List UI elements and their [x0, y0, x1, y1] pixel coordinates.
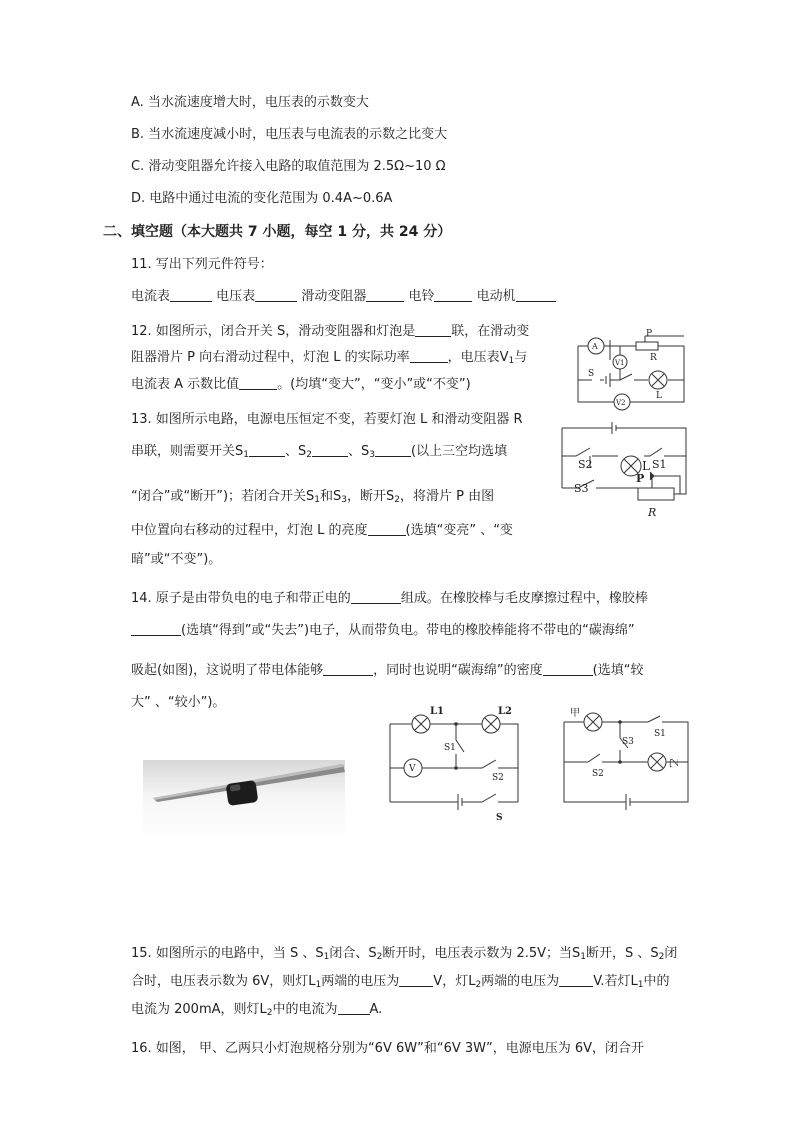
lamp-l2-label: L2: [498, 706, 512, 717]
rubber-rod-sponge-photo: [143, 760, 345, 844]
q13-line4: 中位置向右移动的过程中，灯泡 L 的亮度 (选填“变亮” 、“变: [131, 523, 513, 538]
switch-s1-label: S1: [652, 458, 667, 471]
q11-item: 电压表: [216, 289, 256, 304]
ammeter-label: A: [592, 342, 598, 351]
answer-blank[interactable]: [312, 443, 348, 457]
lamp-l-label: L: [642, 459, 650, 473]
answer-blank[interactable]: [415, 323, 451, 337]
answer-blank[interactable]: [516, 288, 556, 302]
answer-blank[interactable]: [239, 376, 277, 390]
slider-p-label: P: [646, 329, 653, 339]
answer-blank[interactable]: [170, 288, 212, 302]
switch-s-label: S: [496, 813, 503, 823]
q15-circuit-diagram: [384, 704, 524, 822]
lamp-yi-label: 乙: [667, 758, 678, 768]
answer-blank[interactable]: [434, 288, 472, 302]
answer-blank[interactable]: [366, 288, 404, 302]
voltmeter-label: V: [409, 764, 416, 774]
q13-line1: 13. 如图所示电路，电源电压恒定不变，若要灯泡 L 和滑动变阻器 R: [131, 412, 523, 427]
answer-blank[interactable]: [351, 590, 401, 604]
q12-line3: 电流表 A 示数比值 。(均填“变大”，“变小”或“不变”): [131, 377, 471, 392]
answer-blank[interactable]: [338, 1001, 370, 1015]
switch-s-label: S: [588, 369, 595, 379]
q13-line5: 暗”或“不变”)。: [131, 552, 222, 567]
q11-blanks: [131, 288, 556, 306]
answer-blank[interactable]: [255, 288, 297, 302]
rheostat-r-label: R: [648, 506, 657, 519]
rheostat-r-label: R: [650, 353, 657, 363]
q12-circuit-diagram: [570, 328, 690, 414]
q13-line2: 串联，则需要开关$S_1$ 、$S_2$ 、$S_3$ (以上三空均选填: [131, 444, 508, 460]
q13-circuit-diagram: [556, 418, 690, 518]
switch-s2-label: S2: [578, 458, 593, 471]
option-b: B. 当水流速度减小时，电压表与电流表的示数之比变大: [131, 127, 448, 142]
lamp-jia-label: 甲: [570, 708, 580, 719]
q15-line2: 合时，电压表示数为 6V，则灯$L_1$两端的电压为 V，灯$L_2$两端的电压为 V.若灯$L_1$中的: [131, 974, 670, 990]
answer-blank[interactable]: [399, 973, 433, 987]
switch-s2-label: S2: [492, 773, 504, 783]
voltmeter-v2-label: V2: [616, 399, 626, 407]
q11-item: 电动机: [476, 289, 516, 304]
answer-blank[interactable]: [249, 443, 285, 457]
q12-line1: 12. 如图所示，闭合开关 S，滑动变阻器和灯泡是 联，在滑动变: [131, 324, 530, 339]
option-d: D. 电路中通过电流的变化范围为 0.4A~0.6A: [131, 191, 393, 206]
q12-line2: 阻器滑片 P 向右滑动过程中，灯泡 L 的实际功率 ，电压表$V_1$与: [131, 350, 528, 366]
q14-line3: 吸起(如图)，这说明了带电体能够 ，同时也说明“碳海绵”的密度 (选填“较: [131, 663, 644, 678]
q13-line3: “闭合”或“断开”)；若闭合开关$S_1$和$S_3$，断开$S_2$，将滑片 P 由图: [131, 489, 495, 505]
slider-p-label: P: [636, 472, 645, 485]
answer-blank[interactable]: [543, 662, 593, 676]
lamp-l-label: L: [656, 391, 662, 401]
q11-item: 电流表: [131, 289, 171, 304]
q14-line4: 大” 、“较小”)。: [131, 695, 226, 710]
answer-blank[interactable]: [323, 662, 373, 676]
section-heading: 二、填空题（本大题共 7 小题，每空 1 分，共 24 分）: [103, 224, 452, 240]
q11-title: 11. 写出下列元件符号：: [131, 257, 273, 272]
switch-s1-label: S1: [444, 743, 456, 753]
option-c: C. 滑动变阻器允许接入电路的取值范围为 2.5Ω~10 Ω: [131, 159, 446, 174]
q16-line1: 16. 如图， 甲、乙两只小灯泡规格分别为“6V 6W”和“6V 3W”，电源电压为 6V，闭合开: [131, 1041, 645, 1056]
voltmeter-v1-label: V1: [615, 359, 625, 367]
q14-line1: 14. 原子是由带负电的电子和带正电的 组成。在橡胶棒与毛皮摩擦过程中，橡胶棒: [131, 591, 648, 606]
switch-s2-label: S2: [592, 769, 604, 779]
q15-line3: 电流为 200mA，则灯$L_2$中的电流为 A.: [131, 1002, 383, 1018]
option-a: A. 当水流速度增大时，电压表的示数变大: [131, 95, 369, 110]
q11-item: 电铃: [408, 289, 435, 304]
answer-blank[interactable]: [375, 443, 411, 457]
switch-s1-label: S1: [654, 729, 666, 739]
q11-item: 滑动变阻器: [301, 289, 367, 304]
answer-blank[interactable]: [368, 522, 406, 536]
answer-blank[interactable]: [410, 349, 448, 363]
lamp-l1-label: L1: [430, 706, 444, 717]
q16-circuit-diagram: [560, 704, 692, 804]
q15-line1: 15. 如图所示的电路中，当 S 、$S_1$闭合、$S_2$断开时，电压表示数为 2.5V；当$S_1$断开，S 、$S_2$闭: [131, 946, 678, 962]
answer-blank[interactable]: [559, 973, 593, 987]
switch-s3-label: S3: [622, 737, 634, 747]
switch-s3-label: S3: [574, 482, 589, 495]
q14-line2: (选填“得到”或“失去”)电子，从而带负电。带电的橡胶棒能将不带电的“碳海绵”: [131, 622, 635, 640]
answer-blank[interactable]: [131, 622, 181, 636]
